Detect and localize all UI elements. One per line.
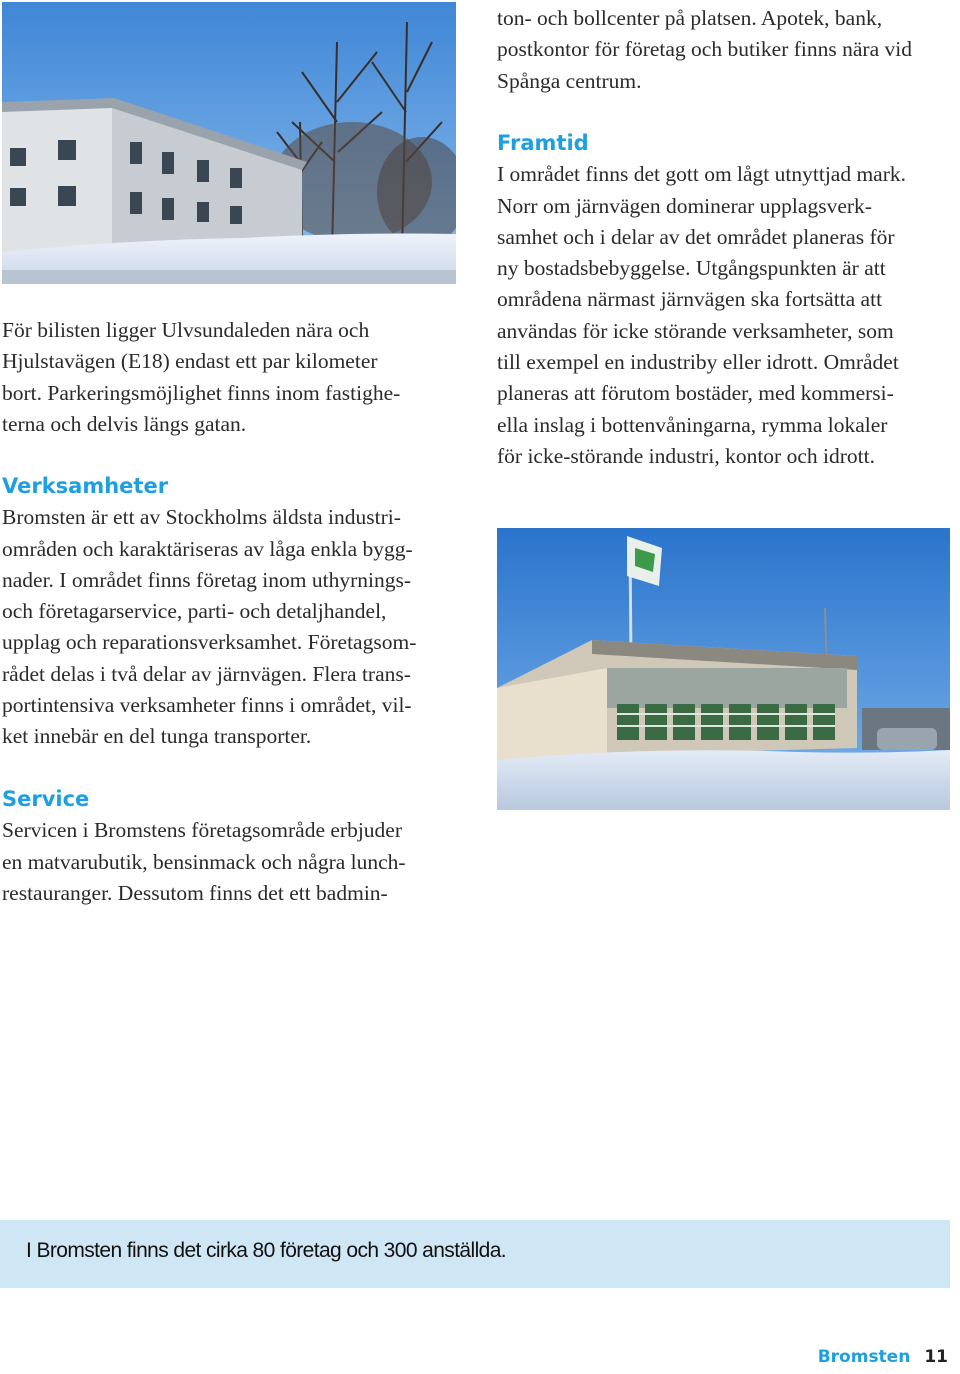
text-line: planeras att förutom bostäder, med kommersi- <box>497 381 894 406</box>
text-line: För bilisten ligger Ulvsundaleden nära och <box>2 318 370 342</box>
continued-paragraph <box>497 3 955 97</box>
text-line: terna och delvis längs gatan. <box>2 411 247 436</box>
text-line: områdena närmast järnvägen ska fortsätta att <box>497 287 883 312</box>
text-line: postkontor för företag och butiker finns nära vid <box>497 37 912 62</box>
service-building-photo <box>497 528 950 810</box>
text-line: en matvarubutik, bensinmack och några lunch- <box>2 849 406 874</box>
text-line: och företagarservice, parti- och detaljhandel, <box>2 599 387 624</box>
intro-paragraph <box>2 315 462 440</box>
page-number: 11 <box>924 1347 948 1367</box>
text-line: I området finns det gott om lågt utnyttjad mark. <box>497 162 907 187</box>
text-line: ket innebär en del tunga transporter. <box>2 724 312 749</box>
text-line: Bromsten är ett av Stockholms äldsta industri- <box>2 505 401 530</box>
text-line: Hjulstavägen (E18) endast ett par kilometer <box>2 349 378 374</box>
service-section <box>2 784 462 909</box>
fact-box <box>0 1220 950 1288</box>
verksamheter-paragraph <box>2 502 462 752</box>
page-folio <box>818 1347 948 1367</box>
text-line: nader. I området finns företag inom uthyrnings- <box>2 567 411 592</box>
section-name: Bromsten <box>817 1347 911 1367</box>
service-paragraph <box>2 815 462 909</box>
text-line: Servicen i Bromstens företagsområde erbjuder <box>2 818 403 843</box>
framtid-section <box>497 128 955 472</box>
text-line: användas för icke störande verksamheter, som <box>497 318 894 343</box>
verksamheter-section <box>2 471 462 753</box>
verksamheter-heading: Verksamheter <box>2 474 169 498</box>
text-line: ton- och bollcenter på platsen. Apotek, bank, <box>497 6 883 30</box>
office-building-photo <box>2 2 456 284</box>
text-line: upplag och reparationsverksamhet. Företagsom- <box>2 630 417 655</box>
service-building-flag-photo-icon <box>497 528 950 810</box>
text-line: rådet delas i två delar av järnvägen. Flera trans- <box>2 661 411 686</box>
right-column-continued <box>497 3 955 97</box>
text-line: bort. Parkeringsmöjlighet finns inom fastighe- <box>2 380 401 405</box>
service-heading: Service <box>2 787 90 811</box>
fact-text: I Bromsten finns det cirka 80 företag och 300 anställda. <box>26 1239 507 1262</box>
text-line: områden och karaktäriseras av låga enkla bygg- <box>2 536 413 561</box>
text-line: samhet och i delar av det området planeras för <box>497 224 895 249</box>
text-line: Norr om järnvägen dominerar upplagsverk- <box>497 193 872 218</box>
framtid-paragraph <box>497 159 955 472</box>
left-column <box>2 315 462 440</box>
text-line: restauranger. Dessutom finns det ett badmin- <box>2 880 388 905</box>
framtid-heading: Framtid <box>497 131 589 155</box>
text-line: portintensiva verksamheter finns i området, vil- <box>2 693 412 718</box>
text-line: Spånga centrum. <box>497 68 642 93</box>
text-line: ella inslag i bottenvåningarna, rymma lokaler <box>497 412 888 437</box>
text-line: för icke-störande industri, kontor och idrott. <box>497 443 875 468</box>
text-line: ny bostadsbebyggelse. Utgångspunkten är att <box>497 256 886 281</box>
office-building-winter-photo-icon <box>2 2 456 284</box>
text-line: till exempel en industriby eller idrott. Området <box>497 350 899 375</box>
